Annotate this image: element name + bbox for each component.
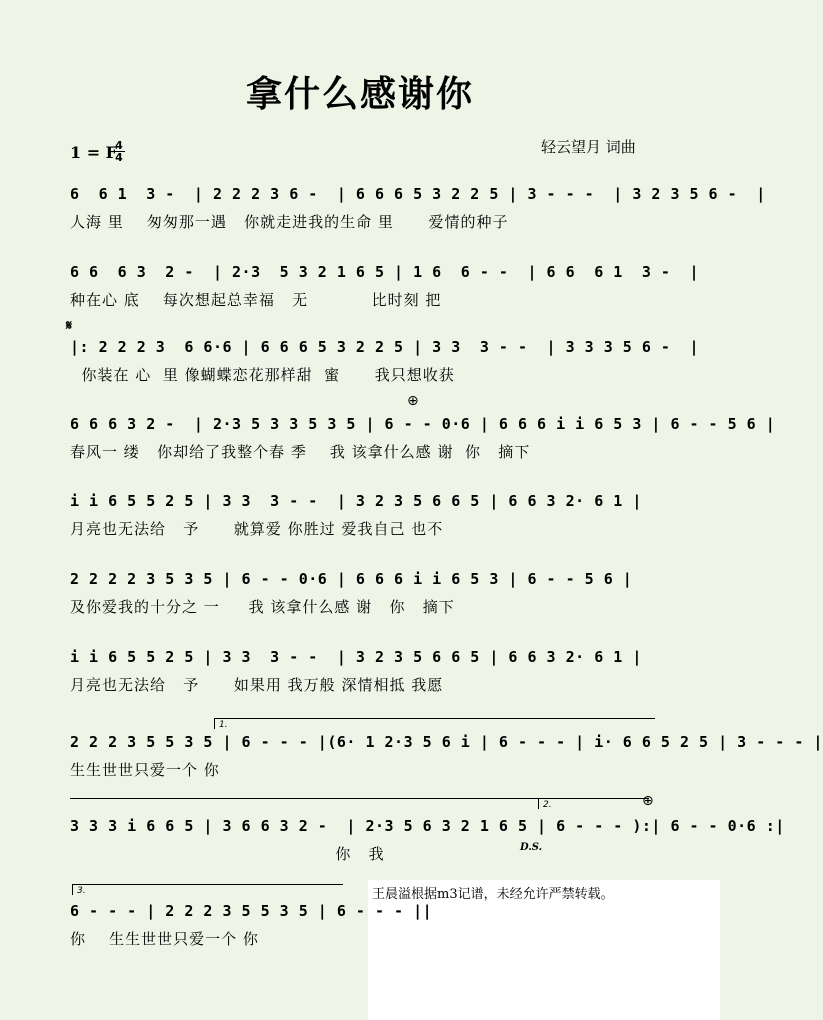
volta-bracket [214, 718, 655, 729]
notation-line: 6 6 6 3 2 - | 2·3 5 3 2 1 6 5 | 1 6 6 - - | 6 6 6 1 3 - | [70, 263, 700, 281]
notation-line: 6 6 6 3 2 - | 2·3 5 3 3 5 3 5 | 6 - - 0·6 | 6 6 6 i i 6 5 3 | 6 - - 5 6 | [70, 415, 776, 433]
lyrics-line: 你 我 [70, 845, 385, 863]
notation-line: 3 3 3 i 6 6 5 | 3 6 6 3 2 - | 2·3 5 6 3 2 1 6 5 | 6 - - - ):| 6 - - 0·6 :| [70, 817, 785, 835]
notation-line: 6 - - - | 2 2 2 3 5 5 3 5 | 6 - - - || [70, 902, 433, 920]
notation-line: i i 6 5 5 2 5 | 3 3 3 - - | 3 2 3 5 6 6 5 | 6 6 3 2· 6 1 | [70, 648, 642, 666]
notation-line: 6 6 1 3 - | 2 2 2 3 6 - | 6 6 6 5 3 2 2 5 | 3 - - - | 3 2 3 5 6 - | [70, 185, 766, 203]
lyrics-line: 人海 里 匆匆那一遇 你就走进我的生命 里 爱情的种子 [70, 213, 509, 231]
notation-line: i i 6 5 5 2 5 | 3 3 3 - - | 3 2 3 5 6 6 5 | 6 6 3 2· 6 1 | [70, 492, 642, 510]
page-title: 拿什么感谢你 [245, 73, 474, 115]
coda-icon: ⊕ [642, 793, 654, 809]
volta-label: 3. [77, 886, 86, 896]
volta-bracket [72, 884, 343, 895]
notation-line: 2 2 2 3 5 5 3 5 | 6 - - - |(6· 1 2·3 5 6 i | 6 - - - | i· 6 6 5 2 5 | 3 - - - | [70, 733, 823, 751]
volta-label: 1. [219, 720, 228, 730]
notation-line: |: 2 2 2 3 6 6·6 | 6 6 6 5 3 2 2 5 | 3 3 3 - - | 3 3 3 5 6 - | [70, 338, 700, 356]
time-signature-bottom: 4 [113, 151, 125, 163]
key-signature: 1 = F [70, 143, 118, 162]
credit-line: 轻云望月 词曲 [541, 138, 636, 156]
coda-icon: ⊕ [407, 393, 419, 409]
lyrics-line: 春风一 缕 你却给了我整个春 季 我 该拿什么感 谢 你 摘下 [70, 443, 531, 461]
volta-label: 2. [543, 800, 552, 810]
notation-line: 2 2 2 2 3 5 3 5 | 6 - - 0·6 | 6 6 6 i i 6 5 3 | 6 - - 5 6 | [70, 570, 633, 588]
time-signature-top: 4 [115, 139, 123, 152]
volta-bracket [538, 798, 649, 809]
lyrics-line: 及你爱我的十分之 一 我 该拿什么感 谢 你 摘下 [70, 598, 455, 616]
lyrics-line: 你 生生世世只爱一个 你 [70, 930, 259, 948]
lyrics-line: 月亮也无法给 予 就算爱 你胜过 爱我自己 也不 [70, 520, 444, 538]
lyrics-line: 月亮也无法给 予 如果用 我万般 深情相抵 我愿 [70, 676, 444, 694]
lyrics-line: 种在心 底 每次想起总幸福 无 比时刻 把 [70, 291, 442, 309]
lyrics-line: 你装在 心 里 像蝴蝶恋花那样甜 蜜 我只想收获 [70, 366, 455, 384]
segno-icon: 𝄋 [66, 318, 73, 334]
ds-marking: D.S. [520, 842, 543, 853]
footnote-text: 王晨溢根据m3记谱，未经允许严禁转载。 [372, 887, 614, 902]
time-signature [113, 140, 125, 163]
lyrics-line: 生生世世只爱一个 你 [70, 761, 220, 779]
